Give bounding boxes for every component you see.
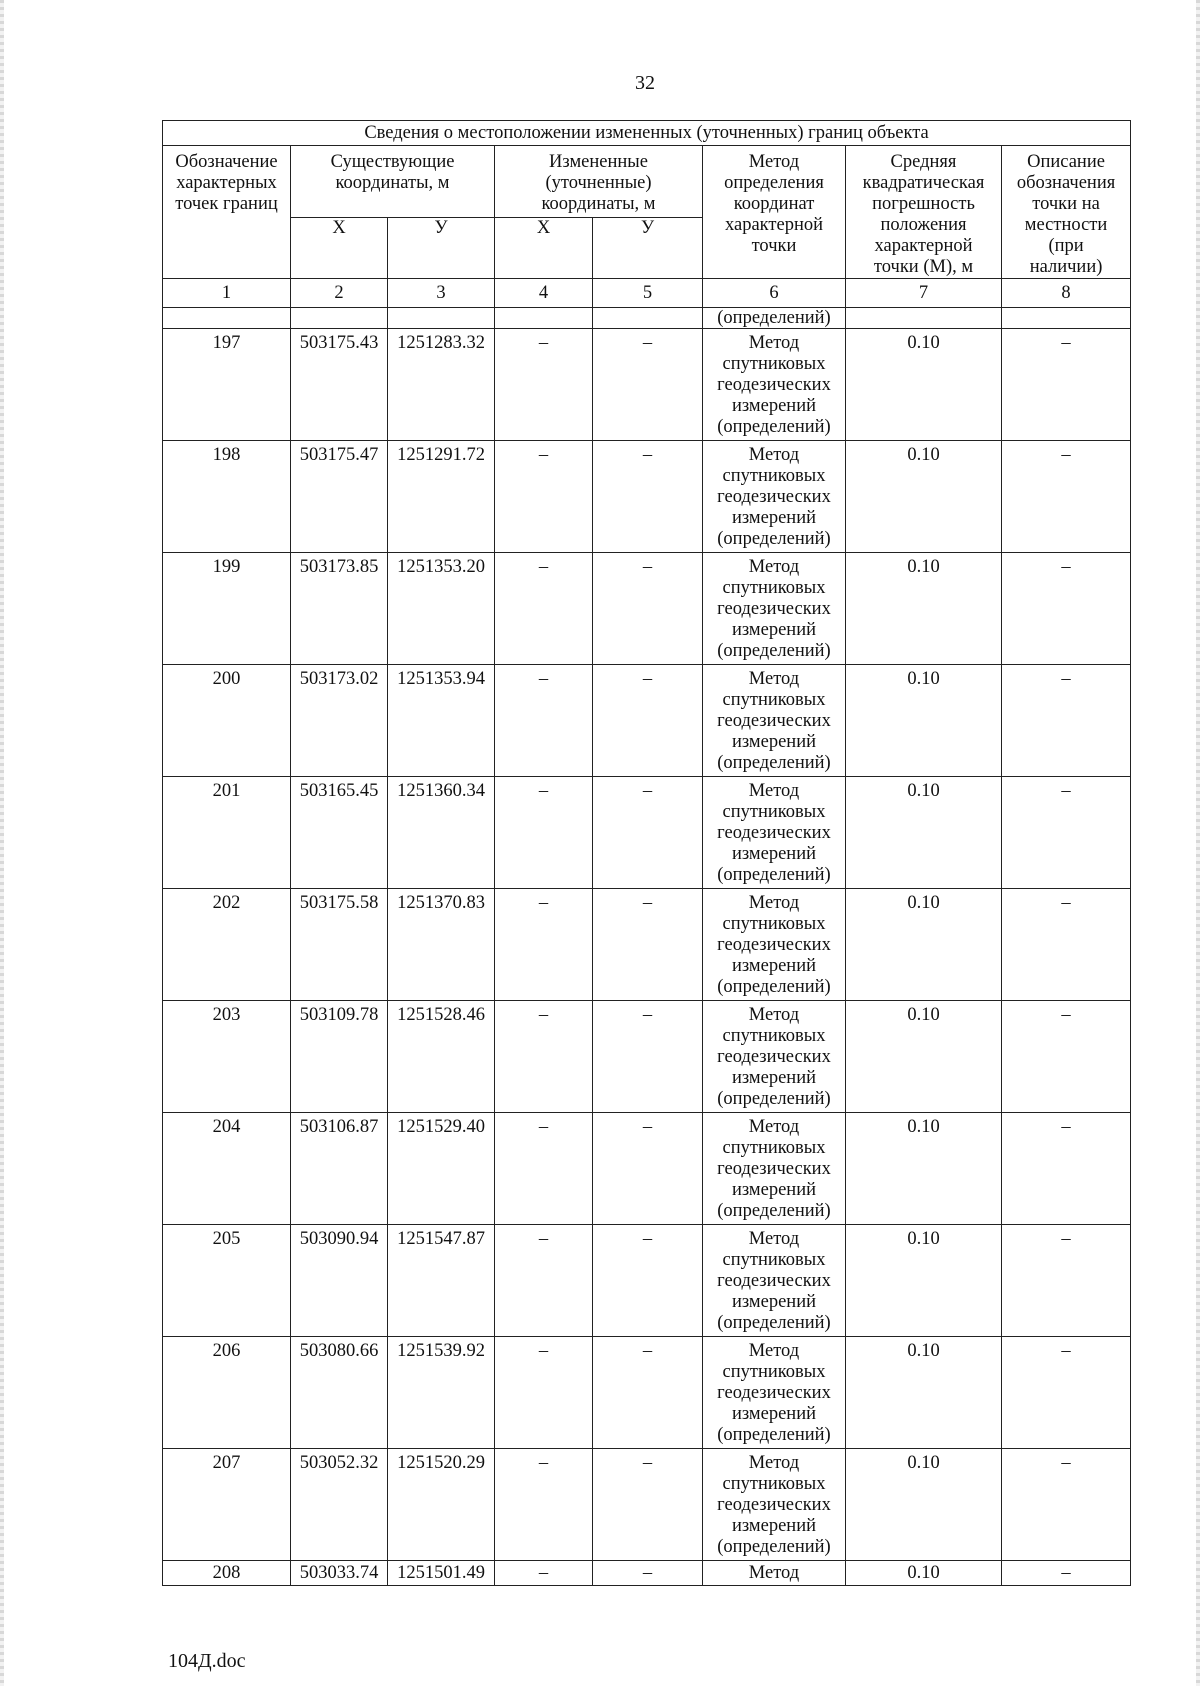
document-filename: 104Д.doc (168, 1650, 246, 1672)
existing-x-cell: 503173.85 (291, 553, 388, 665)
error-cell: 0.10 (846, 1449, 1002, 1561)
description-cell: – (1002, 665, 1131, 777)
existing-y-cell: 1251547.87 (388, 1225, 495, 1337)
point-number-cell: 207 (163, 1449, 291, 1561)
changed-y-cell: – (593, 665, 703, 777)
scan-edge-right (1196, 0, 1200, 1686)
error-cell: 0.10 (846, 553, 1002, 665)
description-cell: – (1002, 777, 1131, 889)
column-number: 7 (846, 279, 1002, 308)
changed-y-cell: – (593, 889, 703, 1001)
method-cell: Метод спутниковых геодезических измерений (определений) (703, 441, 846, 553)
continuation-method-text: (определений) (703, 308, 846, 329)
table-row (163, 1561, 1131, 1586)
point-number-cell: 198 (163, 441, 291, 553)
existing-x-cell: 503165.45 (291, 777, 388, 889)
existing-x-cell: 503033.74 (291, 1561, 388, 1586)
point-number-cell: 208 (163, 1561, 291, 1586)
error-cell: 0.10 (846, 777, 1002, 889)
header-changed-coords: Измененные (уточненные) координаты, м (495, 146, 703, 218)
existing-y-cell: 1251283.32 (388, 329, 495, 441)
point-number-cell: 206 (163, 1337, 291, 1449)
table-title: Сведения о местоположении измененных (уточненных) границ объекта (163, 121, 1131, 146)
description-cell: – (1002, 1113, 1131, 1225)
changed-x-cell: – (495, 329, 593, 441)
boundary-coordinates-table (162, 120, 1131, 1586)
method-cell: Метод (703, 1561, 846, 1586)
description-cell: – (1002, 1561, 1131, 1586)
method-cell: Метод спутниковых геодезических измерений (определений) (703, 1337, 846, 1449)
column-number: 4 (495, 279, 593, 308)
method-cell: Метод спутниковых геодезических измерений (определений) (703, 1225, 846, 1337)
method-cell: Метод спутниковых геодезических измерений (определений) (703, 553, 846, 665)
description-cell: – (1002, 1225, 1131, 1337)
existing-y-cell: 1251370.83 (388, 889, 495, 1001)
error-cell: 0.10 (846, 441, 1002, 553)
error-cell: 0.10 (846, 1001, 1002, 1113)
header-changed-x: Х (495, 218, 593, 279)
method-cell: Метод спутниковых геодезических измерений (определений) (703, 665, 846, 777)
existing-y-cell: 1251529.40 (388, 1113, 495, 1225)
description-cell: – (1002, 1001, 1131, 1113)
existing-x-cell: 503080.66 (291, 1337, 388, 1449)
error-cell: 0.10 (846, 889, 1002, 1001)
changed-y-cell: – (593, 1113, 703, 1225)
changed-y-cell: – (593, 1001, 703, 1113)
existing-x-cell: 503109.78 (291, 1001, 388, 1113)
column-number: 1 (163, 279, 291, 308)
existing-y-cell: 1251539.92 (388, 1337, 495, 1449)
description-cell: – (1002, 441, 1131, 553)
changed-x-cell: – (495, 889, 593, 1001)
error-cell: 0.10 (846, 1225, 1002, 1337)
existing-y-cell: 1251520.29 (388, 1449, 495, 1561)
existing-y-cell: 1251291.72 (388, 441, 495, 553)
point-number-cell: 200 (163, 665, 291, 777)
changed-x-cell: – (495, 1113, 593, 1225)
error-cell: 0.10 (846, 1561, 1002, 1586)
table-row (163, 1113, 1131, 1225)
method-cell: Метод спутниковых геодезических измерений (определений) (703, 1113, 846, 1225)
column-number: 8 (1002, 279, 1131, 308)
error-cell: 0.10 (846, 329, 1002, 441)
method-cell: Метод спутниковых геодезических измерений (определений) (703, 889, 846, 1001)
changed-y-cell: – (593, 553, 703, 665)
existing-x-cell: 503090.94 (291, 1225, 388, 1337)
description-cell: – (1002, 329, 1131, 441)
existing-x-cell: 503175.43 (291, 329, 388, 441)
existing-y-cell: 1251528.46 (388, 1001, 495, 1113)
column-number: 6 (703, 279, 846, 308)
column-number: 2 (291, 279, 388, 308)
changed-x-cell: – (495, 1001, 593, 1113)
existing-y-cell: 1251353.20 (388, 553, 495, 665)
header-method: Метод определения координат характерной точки (703, 146, 846, 279)
method-cell: Метод спутниковых геодезических измерений (определений) (703, 1001, 846, 1113)
description-cell: – (1002, 553, 1131, 665)
error-cell: 0.10 (846, 665, 1002, 777)
changed-x-cell: – (495, 1561, 593, 1586)
existing-x-cell: 503052.32 (291, 1449, 388, 1561)
header-point: Обозначение характерных точек границ (163, 146, 291, 279)
changed-y-cell: – (593, 1449, 703, 1561)
point-number-cell: 199 (163, 553, 291, 665)
changed-y-cell: – (593, 1337, 703, 1449)
error-cell: 0.10 (846, 1337, 1002, 1449)
scan-edge-left (0, 0, 4, 1686)
changed-y-cell: – (593, 441, 703, 553)
table-row (163, 665, 1131, 777)
column-number: 5 (593, 279, 703, 308)
page-number: 32 (635, 72, 655, 94)
method-cell: Метод спутниковых геодезических измерений (определений) (703, 1449, 846, 1561)
changed-y-cell: – (593, 1225, 703, 1337)
table-row (163, 777, 1131, 889)
header-error: Средняя квадратическая погрешность положения характерной точки (М), м (846, 146, 1002, 279)
existing-x-cell: 503175.58 (291, 889, 388, 1001)
table-row (163, 1449, 1131, 1561)
changed-x-cell: – (495, 1449, 593, 1561)
method-cell: Метод спутниковых геодезических измерений (определений) (703, 777, 846, 889)
table-row (163, 1225, 1131, 1337)
changed-y-cell: – (593, 329, 703, 441)
existing-x-cell: 503106.87 (291, 1113, 388, 1225)
column-number: 3 (388, 279, 495, 308)
method-cell: Метод спутниковых геодезических измерений (определений) (703, 329, 846, 441)
changed-x-cell: – (495, 665, 593, 777)
point-number-cell: 202 (163, 889, 291, 1001)
existing-y-cell: 1251353.94 (388, 665, 495, 777)
header-changed-y: У (593, 218, 703, 279)
point-number-cell: 204 (163, 1113, 291, 1225)
changed-x-cell: – (495, 1337, 593, 1449)
continuation-row (163, 308, 1131, 329)
table-row (163, 889, 1131, 1001)
existing-x-cell: 503173.02 (291, 665, 388, 777)
table-row (163, 1337, 1131, 1449)
point-number-cell: 203 (163, 1001, 291, 1113)
existing-y-cell: 1251501.49 (388, 1561, 495, 1586)
description-cell: – (1002, 1337, 1131, 1449)
description-cell: – (1002, 889, 1131, 1001)
changed-x-cell: – (495, 441, 593, 553)
table-row (163, 553, 1131, 665)
changed-x-cell: – (495, 1225, 593, 1337)
existing-x-cell: 503175.47 (291, 441, 388, 553)
header-existing-x: Х (291, 218, 388, 279)
header-existing-y: У (388, 218, 495, 279)
table-row (163, 441, 1131, 553)
header-description: Описание обозначения точки на местности (при наличии) (1002, 146, 1131, 279)
point-number-cell: 201 (163, 777, 291, 889)
table-row (163, 329, 1131, 441)
header-existing-coords: Существующие координаты, м (291, 146, 495, 218)
point-number-cell: 197 (163, 329, 291, 441)
changed-y-cell: – (593, 777, 703, 889)
column-numbers-row (163, 279, 1131, 308)
description-cell: – (1002, 1449, 1131, 1561)
table-row (163, 1001, 1131, 1113)
point-number-cell: 205 (163, 1225, 291, 1337)
changed-x-cell: – (495, 777, 593, 889)
changed-y-cell: – (593, 1561, 703, 1586)
error-cell: 0.10 (846, 1113, 1002, 1225)
changed-x-cell: – (495, 553, 593, 665)
existing-y-cell: 1251360.34 (388, 777, 495, 889)
